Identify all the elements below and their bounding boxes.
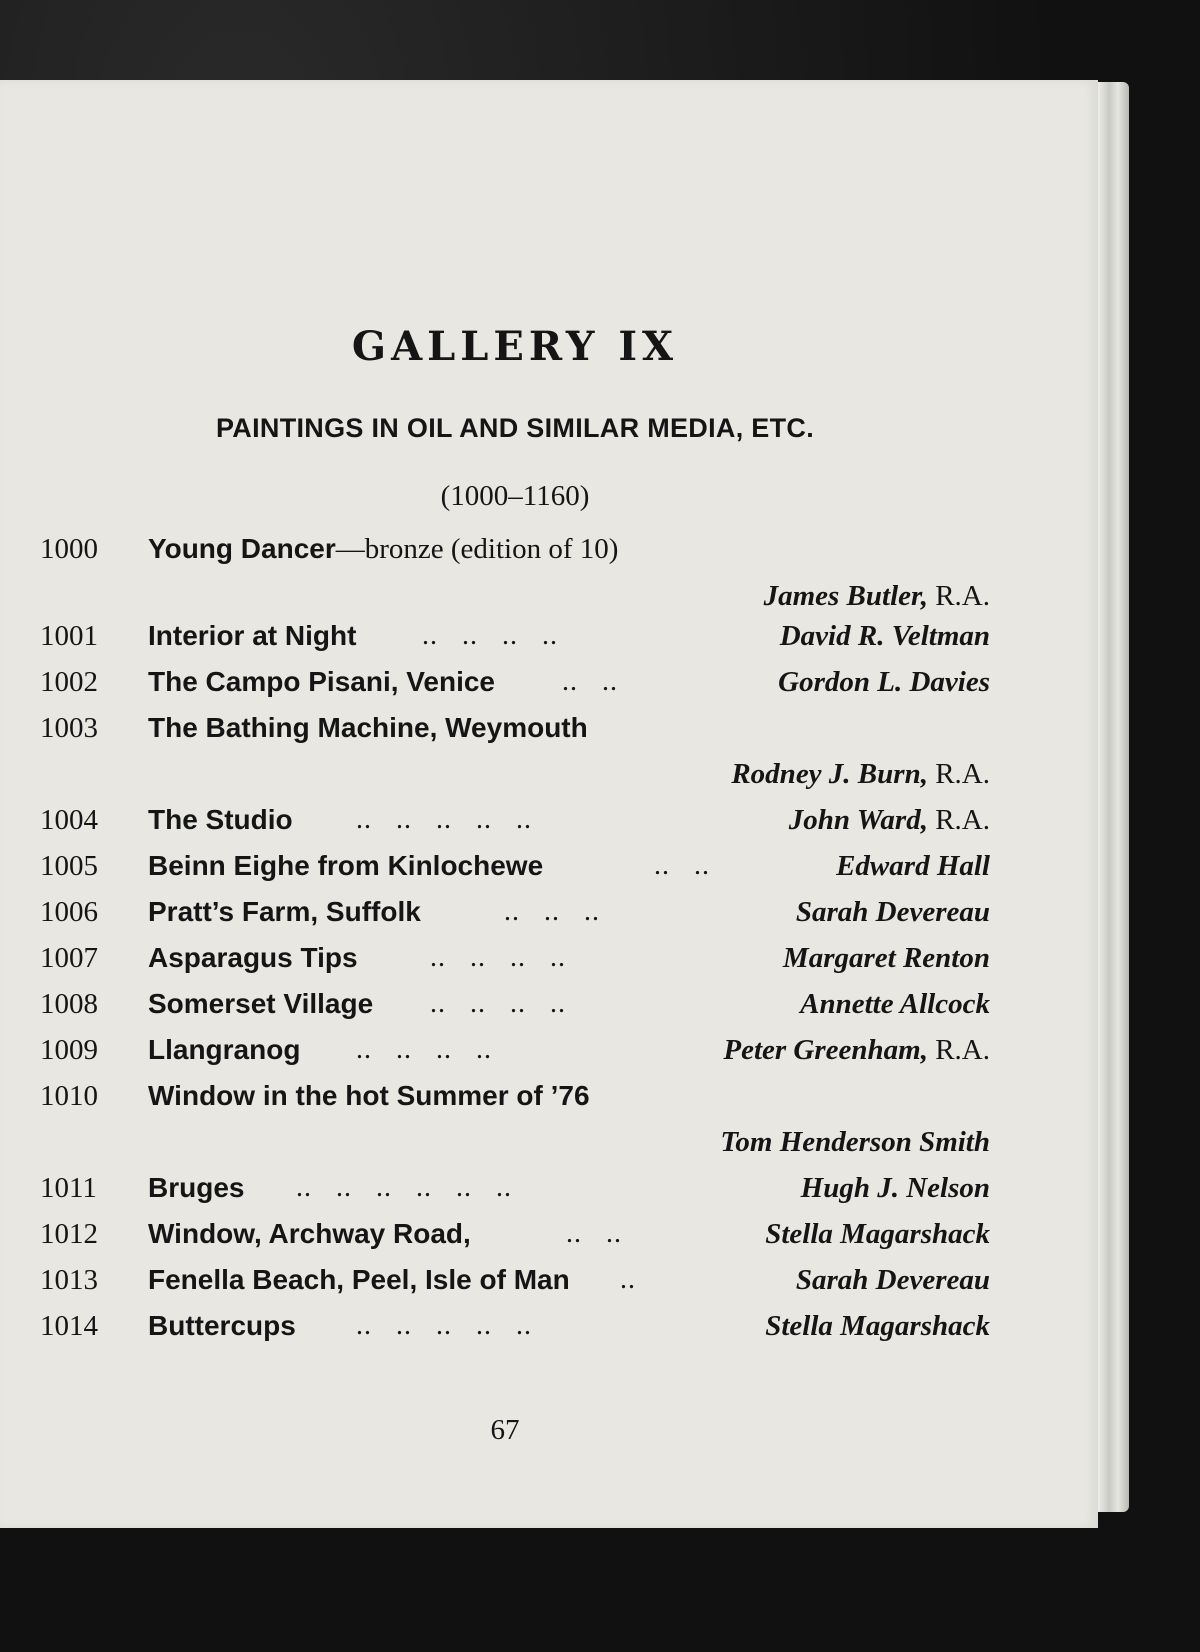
entry-number: 1003 (40, 712, 98, 744)
leader-dots: .. .. .. .. .. .. (296, 1172, 512, 1203)
artist-name: David R. Veltman (779, 620, 990, 652)
artist-name: Rodney J. Burn, (731, 758, 928, 790)
artist-honours: R.A. (935, 1034, 990, 1066)
entry-title-main: The Campo Pisani, Venice (148, 666, 496, 697)
entry-artist (801, 1172, 990, 1205)
entry-title (148, 850, 543, 882)
entry-title-suffix: —bronze (edition of 10) (335, 533, 619, 565)
list-item (40, 620, 990, 664)
entry-title-main: Fenella Beach, Peel, Isle of Man (148, 1264, 570, 1295)
entry-title (148, 533, 618, 566)
list-item (40, 1264, 990, 1308)
list-item (40, 850, 990, 894)
entry-number: 1007 (40, 942, 98, 974)
section-subtitle: PAINTINGS IN OIL AND SIMILAR MEDIA, ETC. (215, 413, 814, 443)
entry-title (148, 1310, 296, 1342)
entry-artist (290, 758, 990, 791)
entry-artist (796, 1264, 990, 1297)
entry-title-main: Bruges (148, 1172, 245, 1203)
list-item (40, 533, 990, 577)
page-title: GALLERY IX (351, 323, 679, 370)
entry-number: 1010 (40, 1080, 98, 1112)
list-item (40, 1310, 990, 1354)
entry-artist (780, 620, 990, 653)
entry-title-main: Buttercups (148, 1310, 296, 1341)
entry-list (0, 80, 1098, 1528)
leader-dots: .. .. .. (504, 896, 600, 927)
artist-name: James Butler, (763, 580, 928, 612)
entry-artist (723, 1034, 990, 1067)
entry-number: 1008 (40, 988, 98, 1020)
artist-name: Tom Henderson Smith (720, 1126, 990, 1158)
artist-name: Peter Greenham, (723, 1034, 928, 1066)
list-item (40, 942, 990, 986)
entry-title (148, 1080, 590, 1112)
leader-dots: .. .. .. .. (422, 620, 558, 651)
entry-title (148, 942, 358, 974)
list-item (40, 666, 990, 710)
entry-number: 1000 (40, 533, 98, 565)
list-item (40, 1080, 990, 1124)
artist-name: Sarah Devereau (795, 1264, 990, 1296)
entry-title (148, 666, 495, 698)
entry-number: 1002 (40, 666, 98, 698)
artist-name: Sarah Devereau (795, 896, 990, 928)
entry-artist (778, 666, 990, 699)
entry-title (148, 988, 373, 1020)
entry-artist (789, 804, 990, 837)
entry-title-main: Window in the hot Summer of ’76 (148, 1080, 590, 1111)
artist-honours: R.A. (935, 804, 990, 836)
entry-title (148, 620, 356, 652)
entry-title-main: Asparagus Tips (148, 942, 358, 973)
list-item (40, 804, 990, 848)
entry-number: 1001 (40, 620, 98, 652)
artist-name: Annette Allcock (800, 988, 990, 1020)
entry-title-main: Window, Archway Road, (148, 1218, 471, 1249)
entry-title (148, 712, 588, 744)
entry-artist (290, 580, 990, 613)
entry-artist (765, 1218, 990, 1251)
entry-title-main: Llangranog (148, 1034, 301, 1065)
artist-name: Stella Magarshack (765, 1218, 990, 1250)
entry-title (148, 1218, 471, 1250)
leader-dots: .. (620, 1264, 636, 1295)
list-item (40, 1218, 990, 1262)
entry-artist (783, 942, 990, 975)
list-item (40, 712, 990, 756)
entry-title (148, 1264, 570, 1296)
entry-title-main: The Bathing Machine, Weymouth (148, 712, 588, 743)
entry-artist (765, 1310, 990, 1343)
artist-honours: R.A. (935, 758, 990, 790)
entry-title (148, 1034, 300, 1066)
entry-number: 1014 (40, 1310, 98, 1342)
leader-dots: .. .. (566, 1218, 622, 1249)
artist-name: Margaret Renton (782, 942, 990, 974)
artist-name: Edward Hall (836, 850, 990, 882)
entry-title (148, 1172, 244, 1204)
leader-dots: .. .. .. .. (430, 942, 566, 973)
catalogue-page (0, 80, 1098, 1528)
entry-number: 1004 (40, 804, 98, 836)
entry-number: 1009 (40, 1034, 98, 1066)
entry-artist (796, 896, 990, 929)
catalogue-range: (1000–1160) (440, 480, 590, 512)
leader-dots: .. .. (562, 666, 618, 697)
list-item (40, 1172, 990, 1216)
entry-title-main: Somerset Village (148, 988, 374, 1019)
entry-number: 1011 (40, 1172, 97, 1204)
leader-dots: .. .. .. .. .. (356, 1310, 532, 1341)
entry-number: 1006 (40, 896, 98, 928)
entry-title-main: Beinn Eighe from Kinlochewe (148, 850, 544, 881)
page-number: 67 (490, 1414, 520, 1446)
entry-artist (290, 1126, 990, 1159)
entry-title-main: Young Dancer (148, 533, 336, 564)
leader-dots: .. .. (654, 850, 710, 881)
artist-honours: R.A. (935, 580, 990, 612)
leader-dots: .. .. .. .. (430, 988, 566, 1019)
list-item (40, 988, 990, 1032)
leader-dots: .. .. .. .. .. (356, 804, 532, 835)
entry-title-main: Interior at Night (148, 620, 357, 651)
artist-name: Stella Magarshack (765, 1310, 990, 1342)
artist-name: Hugh J. Nelson (800, 1172, 990, 1204)
leader-dots: .. .. .. .. (356, 1034, 492, 1065)
entry-title (148, 804, 293, 836)
entry-artist (836, 850, 990, 883)
entry-title-main: Pratt’s Farm, Suffolk (148, 896, 421, 927)
entry-artist (800, 988, 990, 1021)
entry-title (148, 896, 421, 928)
list-item (40, 896, 990, 940)
entry-number: 1005 (40, 850, 98, 882)
artist-name: John Ward, (788, 804, 928, 836)
list-item (40, 1034, 990, 1078)
artist-name: Gordon L. Davies (778, 666, 990, 698)
entry-number: 1012 (40, 1218, 98, 1250)
entry-title-main: The Studio (148, 804, 293, 835)
entry-number: 1013 (40, 1264, 98, 1296)
